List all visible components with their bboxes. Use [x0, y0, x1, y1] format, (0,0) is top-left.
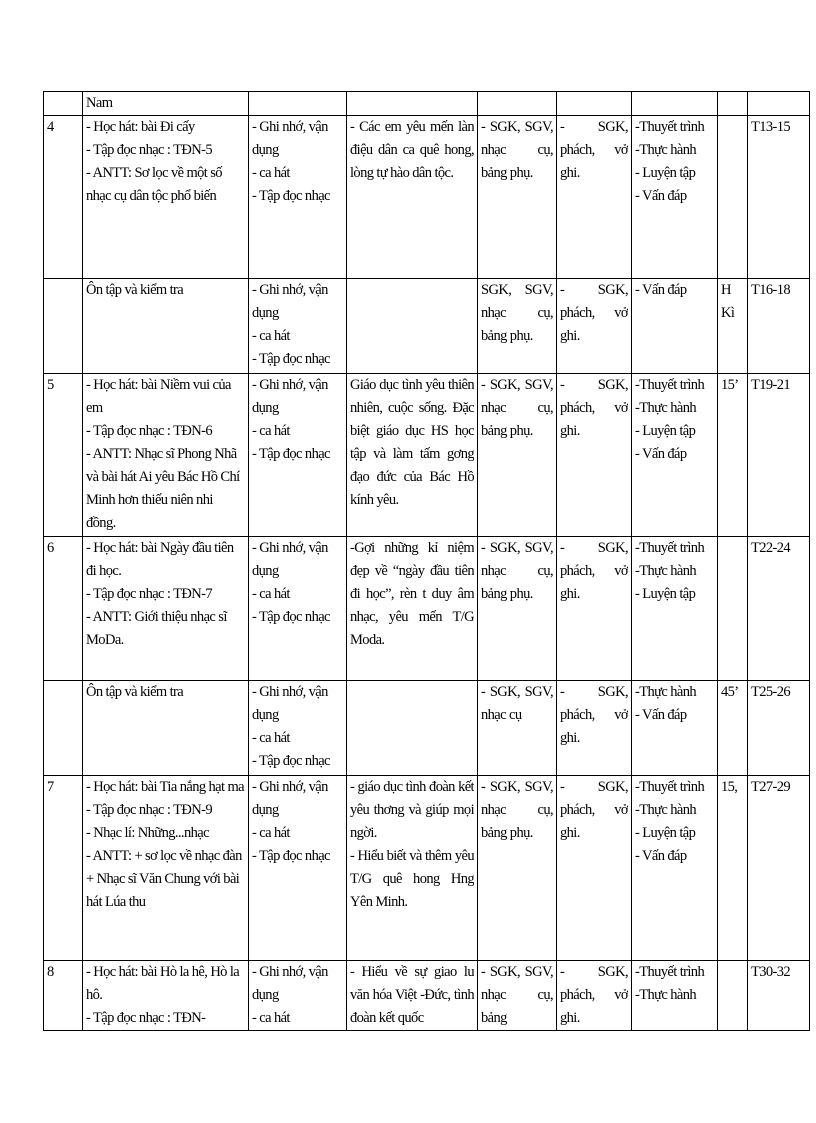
cell-text: T16-18 — [751, 282, 791, 298]
cell-line: - Tập đọc nhạc : TĐN-7 — [86, 586, 212, 602]
table-row — [44, 537, 810, 681]
cell-line: -Thực hành — [635, 142, 697, 158]
cell-line: - Hiểu về sự giao lu văn hóa Việt -Đức, tình đoàn kết quốc — [350, 964, 474, 1026]
student-materials-cell — [557, 116, 632, 279]
cell-line: - SGK, SGV, nhạc cụ — [481, 684, 553, 723]
content-cell — [83, 374, 249, 537]
table-row — [44, 279, 810, 374]
row-number-cell — [44, 776, 83, 961]
test-cell — [718, 279, 748, 374]
test-cell — [718, 776, 748, 961]
row-number-cell — [44, 374, 83, 537]
cell-text: 45’ — [721, 684, 739, 700]
cell-line: - ANTT: + sơ lọc về nhạc đàn — [86, 848, 242, 864]
cell-line: -Thuyết trình — [635, 377, 705, 393]
skills-cell — [249, 116, 347, 279]
cell-line: - SGK, phách, vở ghi. — [560, 779, 628, 841]
cell-line: - SGK, phách, vở ghi. — [560, 540, 628, 602]
student-materials-cell — [557, 961, 632, 1031]
cell-line: - Tập đọc nhạc — [252, 446, 330, 462]
cell-line: - Tập đọc nhạc — [252, 188, 330, 204]
cell-text: 5 — [47, 377, 54, 393]
cell-line: - ca hát — [252, 730, 290, 746]
student-materials-cell — [557, 537, 632, 681]
content-cell — [83, 961, 249, 1031]
cell-text: 15’ — [721, 377, 739, 393]
cell-line: - Vấn đáp — [635, 848, 687, 864]
table-row — [44, 776, 810, 961]
cell-line: -Thuyết trình — [635, 540, 705, 556]
cell-line: -Thuyết trình — [635, 779, 705, 795]
table-row — [44, 92, 810, 116]
cell-line: - Vấn đáp — [635, 188, 687, 204]
content-cell — [83, 92, 249, 116]
skills-cell — [249, 776, 347, 961]
row-number-cell — [44, 116, 83, 279]
cell-line: -Thuyết trình — [635, 964, 705, 980]
skills-cell — [249, 92, 347, 116]
cell-line: - Tập đọc nhạc : TĐN-9 — [86, 802, 212, 818]
goals-cell — [347, 116, 478, 279]
cell-line: - Tập đọc nhạc — [252, 609, 330, 625]
period-cell — [748, 116, 810, 279]
cell-line: - Luyện tập — [635, 825, 696, 841]
test-cell — [718, 681, 748, 776]
cell-line: Giáo dục tình yêu thiên nhiên, cuộc sống. Đặc biệt giáo dục HS học tập và làm tấm gơng đạo đức của Bác Hồ kính yêu. — [350, 377, 474, 508]
teacher-materials-cell — [478, 681, 557, 776]
cell-line: - Ghi nhớ, vận dụng — [252, 119, 328, 158]
cell-line: - SGK, phách, vở ghi. — [560, 684, 628, 746]
goals-cell — [347, 279, 478, 374]
method-cell — [632, 776, 718, 961]
cell-line: - Ghi nhớ, vận dụng — [252, 964, 328, 1003]
cell-line: - Tập đọc nhạc — [252, 753, 330, 769]
skills-cell — [249, 374, 347, 537]
cell-line: - Luyện tập — [635, 165, 696, 181]
test-cell — [718, 961, 748, 1031]
student-materials-cell — [557, 776, 632, 961]
goals-cell — [347, 776, 478, 961]
method-cell — [632, 92, 718, 116]
content-cell — [83, 116, 249, 279]
cell-line: SGK, SGV, nhạc cụ, bảng phụ. — [481, 282, 553, 344]
cell-line: - SGK, phách, vở ghi. — [560, 377, 628, 439]
cell-line: -Thực hành — [635, 802, 697, 818]
cell-text: T27-29 — [751, 779, 791, 795]
method-cell — [632, 681, 718, 776]
test-cell — [718, 116, 748, 279]
period-cell — [748, 681, 810, 776]
cell-line: - SGK, phách, vở ghi. — [560, 964, 628, 1026]
skills-cell — [249, 961, 347, 1031]
method-cell — [632, 537, 718, 681]
cell-line: - SGK, SGV, nhạc cụ, bảng phụ. — [481, 779, 553, 841]
period-cell — [748, 92, 810, 116]
cell-line: - Tập đọc nhạc — [252, 848, 330, 864]
row-number-cell — [44, 681, 83, 776]
cell-line: - ANTT: Giới thiệu nhạc sĩ MoDa. — [86, 609, 227, 648]
cell-line: -Thực hành — [635, 987, 697, 1003]
method-cell — [632, 279, 718, 374]
teacher-materials-cell — [478, 92, 557, 116]
cell-line: - Luyện tập — [635, 586, 696, 602]
cell-text: T30-32 — [751, 964, 791, 980]
cell-text: T22-24 — [751, 540, 791, 556]
cell-line: Nam — [86, 95, 113, 111]
cell-line: - Tập đọc nhạc : TĐN-6 — [86, 423, 212, 439]
cell-line: - SGK, SGV, nhạc cụ, bảng — [481, 964, 553, 1026]
cell-line: - Học hát: bài Niềm vui của em — [86, 377, 231, 416]
cell-line: - Học hát: bài Ngày đầu tiên đi học. — [86, 540, 234, 579]
test-cell — [718, 374, 748, 537]
cell-line: -Thực hành — [635, 563, 697, 579]
cell-line: - Vấn đáp — [635, 446, 687, 462]
cell-text: H Kì — [721, 282, 735, 321]
teacher-materials-cell — [478, 116, 557, 279]
cell-line: - ca hát — [252, 586, 290, 602]
student-materials-cell — [557, 681, 632, 776]
cell-line: - Tập đọc nhạc : TĐN-5 — [86, 142, 212, 158]
cell-line: - giáo dục tình đoàn kết yêu thơng và giúp mọi ngời. — [350, 779, 474, 841]
cell-line: -Thực hành — [635, 684, 697, 700]
period-cell — [748, 537, 810, 681]
cell-line: - ANTT: Sơ lọc về một số nhạc cụ dân tộc phổ biến — [86, 165, 222, 204]
student-materials-cell — [557, 279, 632, 374]
cell-line: - Nhạc lí: Những...nhạc — [86, 825, 209, 841]
skills-cell — [249, 537, 347, 681]
period-cell — [748, 961, 810, 1031]
goals-cell — [347, 92, 478, 116]
cell-line: - Ghi nhớ, vận dụng — [252, 779, 328, 818]
cell-text: 8 — [47, 964, 54, 980]
cell-line: - Tập đọc nhạc — [252, 351, 330, 367]
cell-text: T13-15 — [751, 119, 791, 135]
content-cell — [83, 537, 249, 681]
table-row — [44, 374, 810, 537]
goals-cell — [347, 961, 478, 1031]
cell-line: - ANTT: Nhạc sĩ Phong Nhã và bài hát Ai yêu Bác Hồ Chí Minh hơn thiếu niên nhi đồng. — [86, 446, 240, 531]
cell-line: - Ghi nhớ, vận dụng — [252, 377, 328, 416]
period-cell — [748, 279, 810, 374]
cell-line: Ôn tập và kiểm tra — [86, 684, 184, 700]
cell-line: - ca hát — [252, 825, 290, 841]
period-cell — [748, 776, 810, 961]
cell-text: 6 — [47, 540, 54, 556]
cell-text: T25-26 — [751, 684, 791, 700]
skills-cell — [249, 279, 347, 374]
cell-line: - SGK, SGV, nhạc cụ, bảng phụ. — [481, 377, 553, 439]
cell-line: - ca hát — [252, 165, 290, 181]
cell-line: - Vấn đáp — [635, 707, 687, 723]
cell-line: - SGK, phách, vở ghi. — [560, 282, 628, 344]
teacher-materials-cell — [478, 537, 557, 681]
cell-line: - SGK, phách, vở ghi. — [560, 119, 628, 181]
table-row — [44, 961, 810, 1031]
table-row — [44, 116, 810, 279]
teacher-materials-cell — [478, 279, 557, 374]
cell-line: - Hiểu biết và thêm yêu T/G quê hong Hng Yên Minh. — [350, 848, 474, 910]
cell-line: - Học hát: bài Đi cấy — [86, 119, 195, 135]
cell-line: - ca hát — [252, 328, 290, 344]
cell-line: - Vấn đáp — [635, 282, 687, 298]
cell-line: -Gợi những kỉ niệm đẹp về “ngày đầu tiên đi học”, rèn t duy âm nhạc, yêu mến T/G Moda. — [350, 540, 474, 648]
cell-line: - Ghi nhớ, vận dụng — [252, 282, 328, 321]
curriculum-table — [43, 91, 810, 1031]
method-cell — [632, 961, 718, 1031]
cell-line: - Tập đọc nhạc : TĐN- — [86, 1010, 206, 1026]
cell-line: + Nhạc sĩ Văn Chung với bài hát Lúa thu — [86, 871, 240, 910]
test-cell — [718, 92, 748, 116]
cell-line: Ôn tập và kiểm tra — [86, 282, 184, 298]
cell-line: - SGK, SGV, nhạc cụ, bảng phụ. — [481, 540, 553, 602]
cell-text: 7 — [47, 779, 54, 795]
period-cell — [748, 374, 810, 537]
skills-cell — [249, 681, 347, 776]
row-number-cell — [44, 961, 83, 1031]
content-cell — [83, 776, 249, 961]
cell-text: 4 — [47, 119, 54, 135]
table-row — [44, 681, 810, 776]
cell-line: - Ghi nhớ, vận dụng — [252, 684, 328, 723]
test-cell — [718, 537, 748, 681]
cell-line: - Học hát: bài Hò la hê, Hò la hô. — [86, 964, 240, 1003]
method-cell — [632, 116, 718, 279]
cell-line: -Thực hành — [635, 400, 697, 416]
student-materials-cell — [557, 92, 632, 116]
teacher-materials-cell — [478, 961, 557, 1031]
cell-line: - Luyện tập — [635, 423, 696, 439]
cell-line: - ca hát — [252, 423, 290, 439]
cell-line: - ca hát — [252, 1010, 290, 1026]
cell-line: - SGK, SGV, nhạc cụ, bảng phụ. — [481, 119, 553, 181]
teacher-materials-cell — [478, 374, 557, 537]
content-cell — [83, 681, 249, 776]
method-cell — [632, 374, 718, 537]
cell-line: - Học hát: bài Tia nắng hạt ma — [86, 779, 244, 795]
cell-line: - Các em yêu mến làn điệu dân ca quê hong, lòng tự hào dân tộc. — [350, 119, 474, 181]
goals-cell — [347, 681, 478, 776]
row-number-cell — [44, 537, 83, 681]
cell-text: 15, — [721, 779, 738, 795]
cell-line: -Thuyết trình — [635, 119, 705, 135]
student-materials-cell — [557, 374, 632, 537]
goals-cell — [347, 374, 478, 537]
row-number-cell — [44, 279, 83, 374]
teacher-materials-cell — [478, 776, 557, 961]
goals-cell — [347, 537, 478, 681]
content-cell — [83, 279, 249, 374]
row-number-cell — [44, 92, 83, 116]
cell-text: T19-21 — [751, 377, 791, 393]
cell-line: - Ghi nhớ, vận dụng — [252, 540, 328, 579]
